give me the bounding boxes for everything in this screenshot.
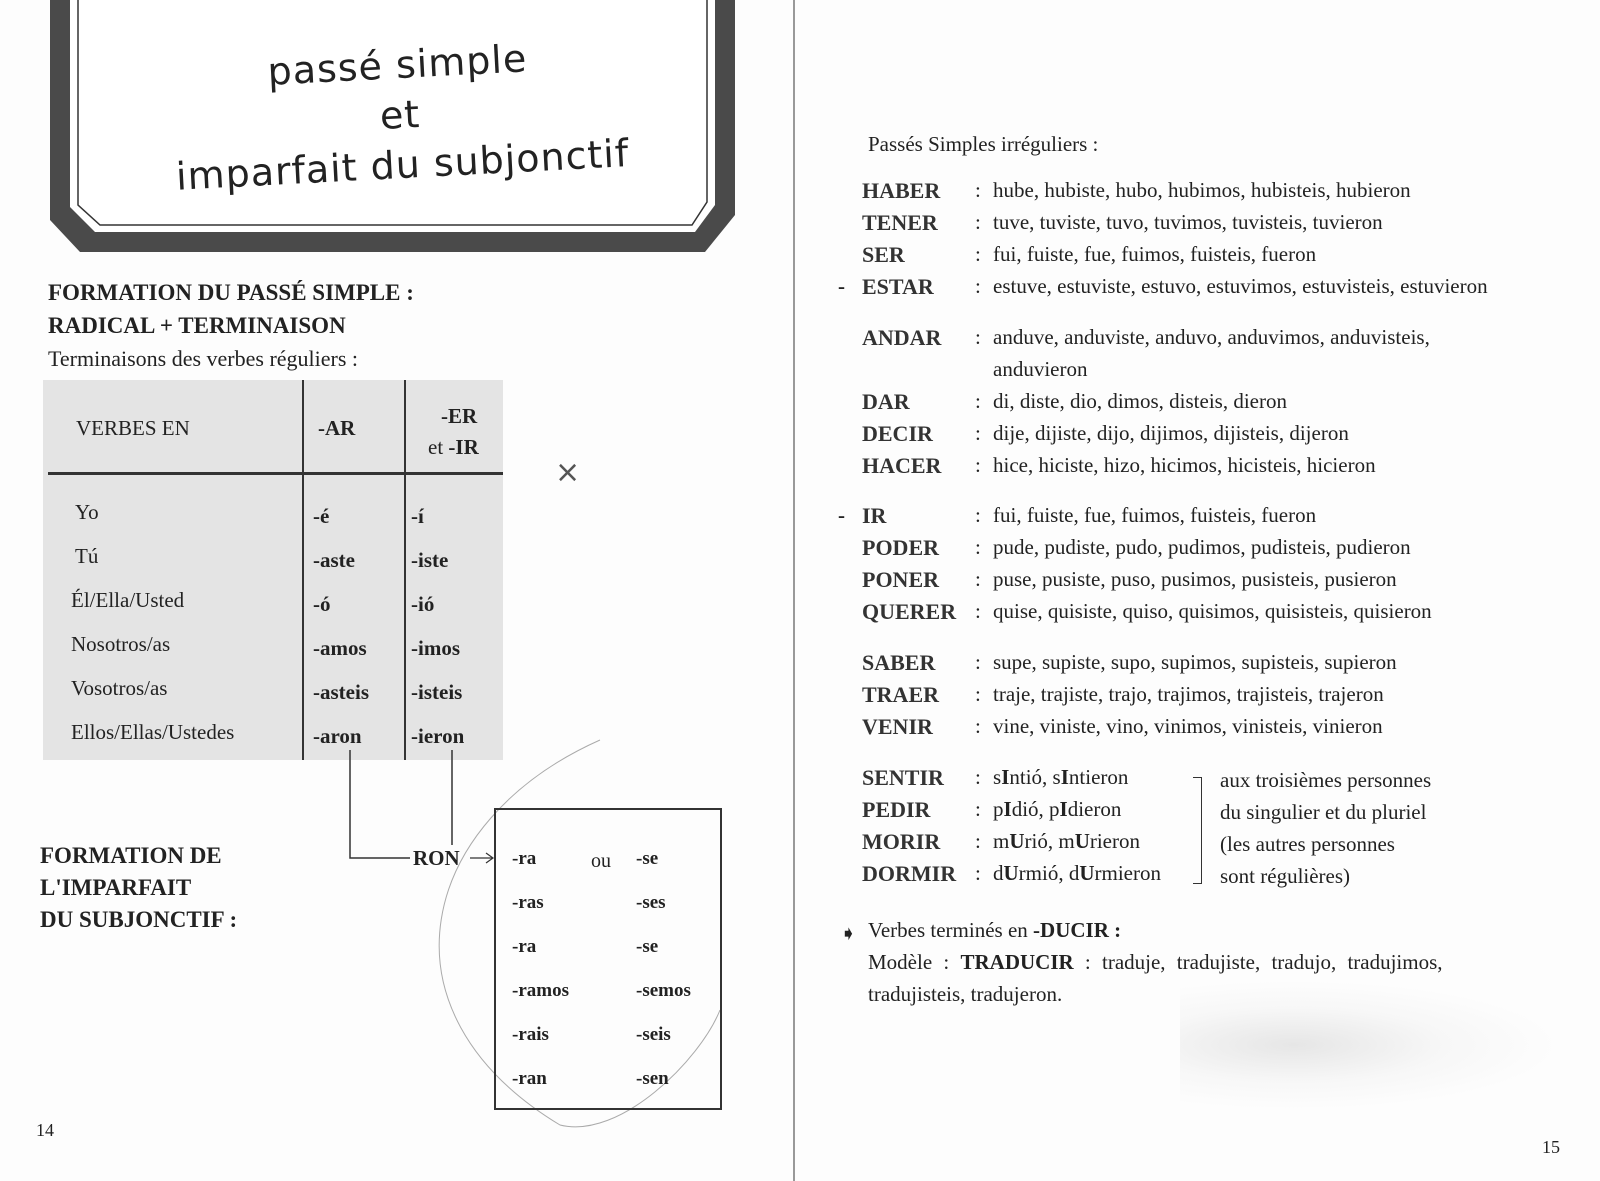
colon: : [975,178,981,202]
page-number-left: 14 [36,1120,54,1140]
colon: : [975,389,981,413]
pronoun-cell: Él/Ella/Usted [71,588,185,612]
page-number-right: 15 [1542,1137,1560,1157]
ending-er-ir-cell: -í [411,504,424,528]
ending-se: -ses [636,892,666,913]
subjunctive-heading [40,840,237,936]
bullet-arrow-icon: ➧ [840,923,857,945]
verb-name: PODER [862,535,939,560]
ending-ra: -rais [512,1024,549,1045]
pronoun-cell: Yo [75,500,99,524]
heading-radical: RADICAL + TERMINAISON [48,313,346,338]
model-label: Modèle : [868,950,961,974]
stem-change-note [1220,764,1431,892]
header-ar: -AR [318,416,356,440]
colon: : [975,599,981,623]
or-label: ou [591,850,611,872]
header-ir: -IR [448,435,479,459]
colon: : [975,325,981,349]
verb-name: DAR [862,389,910,414]
ending-er-ir-cell: -imos [411,636,460,660]
colon: : [975,714,981,738]
ending-ar-cell: -aste [313,548,355,572]
title-line: et [378,91,422,139]
title-line: passé simple [266,36,529,94]
verb-name: SABER [862,650,936,675]
pronoun-cell: Nosotros/as [71,632,171,656]
heading-formation: FORMATION DU PASSÉ SIMPLE : [48,280,414,305]
ron-label: RON [413,846,460,870]
colon: : [975,421,981,445]
verb-name: TRAER [862,682,940,707]
heading-line: L'IMPARFAIT [40,875,192,900]
note-line: du singulier et du pluriel [1220,800,1427,824]
ending-ra: -ra [512,848,537,869]
bracket [1193,777,1202,884]
verb-name: ESTAR [862,274,934,299]
verb-forms: fui, fuiste, fue, fuimos, fuisteis, fueron [993,242,1317,266]
verb-name: SER [862,242,905,267]
ending-ra: -ramos [512,980,569,1001]
colon: : [975,797,981,821]
pronoun-cell: Tú [75,544,99,568]
verb-name: MORIR [862,829,941,854]
verb-name: SENTIR [862,765,944,790]
verb-forms: hube, hubiste, hubo, hubimos, hubisteis, hubieron [993,178,1411,202]
irregular-heading: Passés Simples irréguliers : [868,132,1099,156]
verb-forms: sIntió, sIntieron [993,765,1129,789]
ending-ar-cell: -asteis [313,680,369,704]
ending-er-ir-cell: -isteis [411,680,463,704]
ending-se: -sen [636,1068,669,1089]
ducir-intro-text: Verbes terminés en [868,918,1034,942]
verb-forms: vine, viniste, vino, vinimos, vinisteis, vinieron [993,714,1383,738]
smudge-stain [1180,980,1560,1110]
verb-name: ANDAR [862,325,942,350]
ending-ar-cell: -amos [313,636,367,660]
verb-name: IR [862,503,887,528]
ducir-suffix: -DUCIR : [1033,918,1122,942]
model-forms: : traduje, tradujiste, tradujo, tradujimos, [1073,950,1443,974]
dash-mark: - [838,503,845,527]
ending-er-ir-cell: -iste [411,548,449,572]
verb-name: PONER [862,567,939,592]
colon: : [975,453,981,477]
verb-forms: dUrmió, dUrmieron [993,861,1161,885]
header-er: -ER [441,404,478,428]
ending-ar-cell: -é [313,504,330,528]
verb-forms: traje, trajiste, trajo, trajimos, trajisteis, trajeron [993,682,1384,706]
colon: : [975,503,981,527]
verb-name: HABER [862,178,941,203]
ending-se: -seis [636,1024,671,1045]
verb-name: TENER [862,210,938,235]
verb-forms: fui, fuiste, fue, fuimos, fuisteis, fueron [993,503,1317,527]
ducir-intro [868,918,1121,943]
verb-forms: estuve, estuviste, estuvo, estuvimos, estuvisteis, estuvieron [993,274,1488,298]
verb-forms: anduve, anduviste, anduvo, anduvimos, anduvisteis, [993,325,1430,349]
verb-name: QUERER [862,599,957,624]
colon: : [975,682,981,706]
verb-forms: quise, quisiste, quiso, quisimos, quisisteis, quisieron [993,599,1432,623]
title-line: imparfait du subjonctif [174,131,631,199]
ending-se: -semos [636,980,691,1001]
verb-forms: pIdió, pIdieron [993,797,1122,821]
colon: : [975,535,981,559]
book-gutter [793,0,795,1181]
verb-forms: pude, pudiste, pudo, pudimos, pudisteis, pudieron [993,535,1411,559]
ending-ra: -ras [512,892,544,913]
note-line: sont régulières) [1220,864,1351,888]
note-line: (les autres personnes [1220,832,1395,856]
header-verbes-en: VERBES EN [76,416,190,440]
colon: : [975,210,981,234]
ending-se: -se [636,936,659,957]
ending-se: -se [636,848,659,869]
ending-ar-cell: -ó [313,592,331,616]
ending-er-ir-cell: -ió [411,592,435,616]
pronoun-cell: Ellos/Ellas/Ustedes [71,720,235,744]
verb-forms: tuve, tuviste, tuvo, tuvimos, tuvisteis, tuvieron [993,210,1383,234]
dash-mark: - [838,274,845,298]
colon: : [975,567,981,591]
ending-ra: -ra [512,936,537,957]
ducir-model [868,950,1443,975]
verb-name: DECIR [862,421,933,446]
colon: : [975,650,981,674]
pencil-x-mark: × [555,455,581,490]
note-line: aux troisièmes personnes [1220,768,1432,792]
verb-forms-cont: anduvieron [993,357,1088,381]
verb-forms: supe, supiste, supo, supimos, supisteis, supieron [993,650,1397,674]
heading-line: DU SUBJONCTIF : [40,907,238,932]
pronoun-cell: Vosotros/as [71,676,168,700]
verb-name: VENIR [862,714,933,739]
verb-forms: dije, dijiste, dijo, dijimos, dijisteis, dijeron [993,421,1349,445]
verb-forms: hice, hiciste, hizo, hicimos, hicisteis, hicieron [993,453,1376,477]
colon: : [975,861,981,885]
header-et: et [428,435,444,459]
verb-forms: mUrió, mUrieron [993,829,1141,853]
colon: : [975,242,981,266]
heading-line: FORMATION DE [40,843,222,868]
ducir-model-cont: tradujisteis, tradujeron. [868,982,1063,1006]
colon: : [975,274,981,298]
colon: : [975,765,981,789]
subjunctive-endings-box [494,808,722,1110]
ending-ar-cell: -aron [313,724,362,748]
colon: : [975,829,981,853]
ending-er-ir-cell: -ieron [411,724,465,748]
ending-ra: -ran [512,1068,547,1089]
verb-forms: di, diste, dio, dimos, disteis, dieron [993,389,1287,413]
verb-forms: puse, pusiste, puso, pusimos, pusisteis, pusieron [993,567,1397,591]
verb-name: HACER [862,453,942,478]
verb-name: DORMIR [862,861,957,886]
verb-name: PEDIR [862,797,931,822]
subheading: Terminaisons des verbes réguliers : [48,346,359,371]
model-verb: TRADUCIR [960,950,1074,974]
